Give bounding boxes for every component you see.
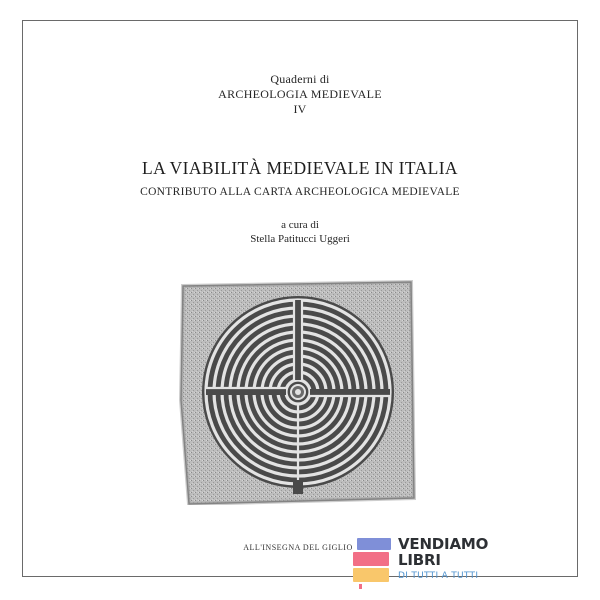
badge-tagline: DI TUTTI A TUTTI: [398, 571, 479, 581]
editor-name: Stella Patitucci Uggeri: [250, 233, 350, 245]
editor-label: a cura di: [281, 219, 319, 231]
series-name: ARCHEOLOGIA MEDIEVALE: [218, 87, 382, 101]
labyrinth-engraving-icon: [179, 280, 416, 505]
book-cover: [22, 20, 578, 577]
vendiamo-libri-badge: [351, 532, 489, 592]
book-subtitle: CONTRIBUTO ALLA CARTA ARCHEOLOGICA MEDIEVALE: [140, 186, 460, 198]
book-stack-icon: [351, 534, 393, 590]
badge-line1: VENDIAMO: [398, 535, 489, 553]
series-volume: IV: [293, 102, 307, 116]
publisher-name: ALL'INSEGNA DEL GIGLIO: [243, 543, 353, 552]
book-title: LA VIABILITÀ MEDIEVALE IN ITALIA: [142, 158, 458, 178]
series-label: Quaderni di: [270, 72, 330, 86]
badge-line2: LIBRI: [398, 551, 441, 569]
